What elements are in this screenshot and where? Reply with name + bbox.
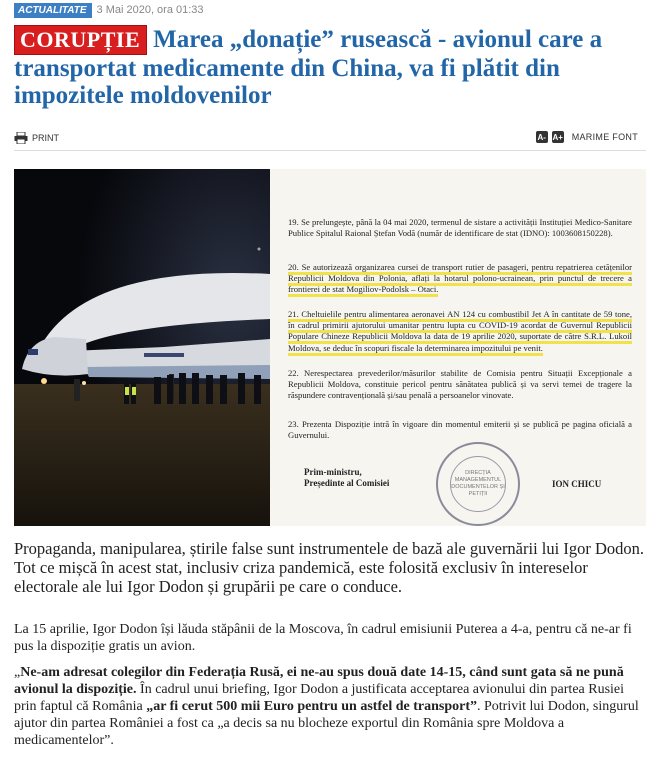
article-paragraph <box>14 664 646 749</box>
decree-item-20-text: 20. Se autorizează organizarea cursei de transport rutier de pasageri, pentru repatrierea cetățenilor Republicii Moldova din Polonia, aflați la hotarul polono-ucrainean, prin punctul de trecere a frontierei de stat Mogiliov-Podolsk – Otaci. <box>288 262 632 297</box>
quote-open: „ <box>14 665 21 680</box>
print-button[interactable] <box>14 132 59 144</box>
paragraph-text: În cadrul unui briefing, Igor Dodon a justificata acceptarea avionului din partea Rusiei prin faptul că România <box>14 682 625 714</box>
official-stamp <box>436 442 520 526</box>
font-decrease-button[interactable]: A- <box>537 132 546 142</box>
publish-date: 3 Mai 2020, ora 01:33 <box>96 4 204 16</box>
romania-quote: „ar fi cerut 500 mii Euro pentru un astfel de transport” <box>146 699 477 714</box>
article-toolbar <box>14 128 646 151</box>
airplane-illustration <box>14 169 270 526</box>
decree-item-21-text: 21. Cheltuielile pentru alimentarea aeronavei AN 124 cu combustibil Jet A în cantitate de 59 tone, în cadrul primirii ajutorului umanitar pentru lupta cu COVID-19 acordat de Guvernul Republicii Populare Chineze Republicii Moldova la data de 19 aprilie 2020, suportate de către S.R.L. Lukoil Moldova, se deduc în scopuri fiscale la determinarea impozitului pe venit. <box>288 309 632 356</box>
rubric-badge[interactable]: CORUPȚIE <box>14 25 147 55</box>
decree-item-22: 22. Nerespectarea prevederilor/măsurilor stabilite de Comisia pentru Situații Excepționale a Republicii Moldova, constituie pericol pentru sănătatea publică și va servi temei de tragere la răspundere contravențională și/sau penală a persoanelor vinovate. <box>288 368 632 401</box>
font-size-control <box>532 131 638 143</box>
category-tag[interactable]: ACTUALITATE <box>14 3 92 18</box>
stamp-text: DIRECȚIA MANAGEMENTUL DOCUMENTELOR ȘI PETIȚII <box>450 456 506 512</box>
print-label: PRINT <box>32 133 59 143</box>
dodon-quote: Ne-am adresat colegilor din Federația Rusă, ei ne-au spus două date 14-15, când sunt gata să ne pună avionul la dispoziție. <box>14 665 624 697</box>
signature-name: ION CHICU <box>552 479 602 489</box>
decree-scan <box>270 169 646 526</box>
airplane-photo <box>14 169 270 526</box>
decree-item-21 <box>288 309 632 354</box>
font-size-label: MARIME FONT <box>571 132 638 142</box>
article-lead: Propaganda, manipularea, știrile false sunt instrumentele de bază ale guvernării lui Igor Dodon. Tot ce mișcă în acest stat, inclusiv criza pandemică, este folosită exclusiv în intereselor electorale ale lui Igor Dodon și grupării pe care o conduce. <box>14 539 644 596</box>
decree-item-23: 23. Prezenta Dispoziție intră în vigoare din momentul emiterii și se publică pe pagina oficială a Guvernului. <box>288 419 632 441</box>
paragraph-text: . Potrivit lui Dodon, singurul ajutor din partea României a fost ca „a decis sa nu blocheze exportul din România spre Moldova a medicamentelor”. <box>14 699 639 748</box>
article-headline <box>14 25 646 109</box>
printer-icon <box>14 132 28 144</box>
article-image[interactable] <box>14 169 646 526</box>
article-page <box>14 0 646 748</box>
article-meta <box>14 1 646 19</box>
font-increase-button[interactable]: A+ <box>552 132 563 142</box>
decree-item-19: 19. Se prelungește, până la 04 mai 2020, termenul de sistare a activității Instituției Medico-Sanitare Publice Spitalul Raional Ștefan Vodă (număr de identificare de stat (IDNO): 1003608150228). <box>288 217 632 239</box>
article-paragraph: La 15 aprilie, Igor Dodon își lăuda stăpânii de la Moscova, în cadrul emisiunii Puterea a 4-a, pentru că ne-ar fi pus la dispoziție gratis un avion. <box>14 622 632 654</box>
headline-text: Marea „donație” rusească - avionul care a transportat medicamente din China, va fi plătit din impozitele moldovenilor <box>14 26 603 109</box>
decree-item-20 <box>288 262 632 296</box>
signature-role: Prim-ministru, Președinte al Comisiei <box>304 467 390 488</box>
